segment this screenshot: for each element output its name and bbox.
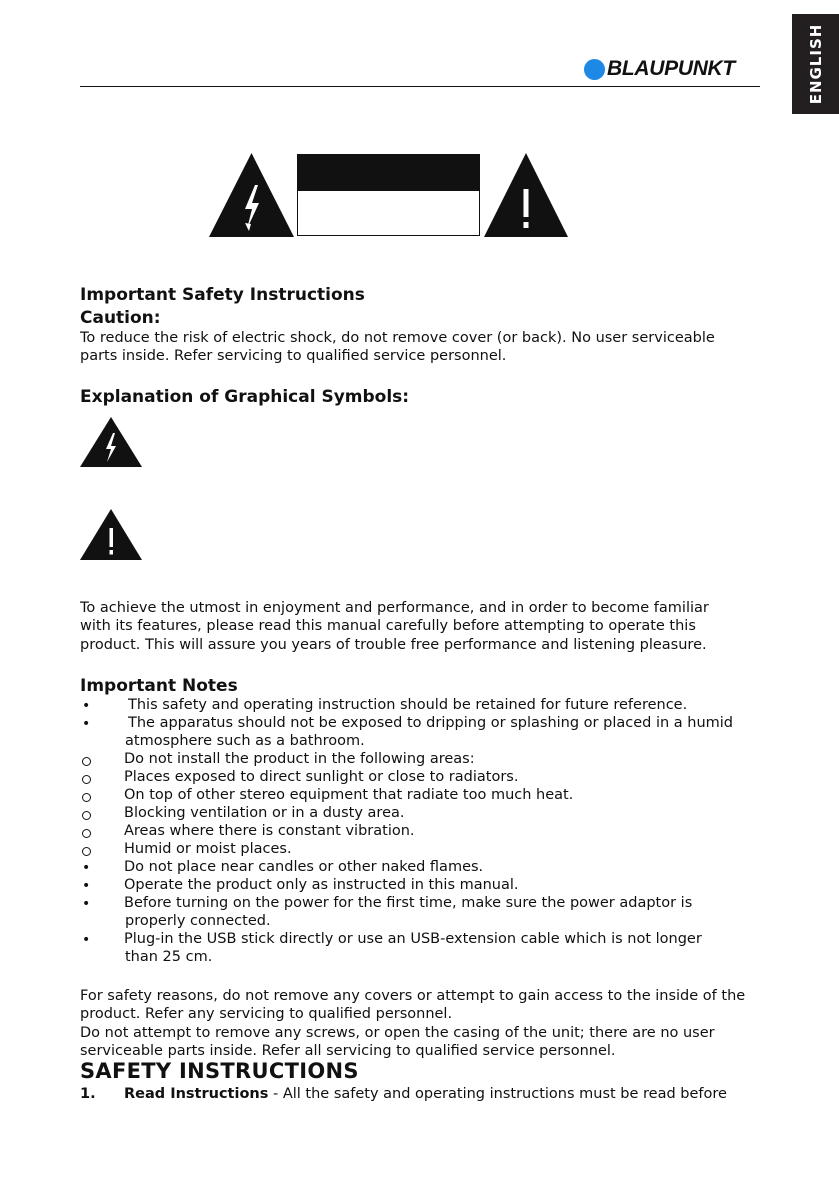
closing-line: Do not attempt to remove any screws, or open the casing of the unit; there are no user (80, 1024, 715, 1041)
language-tab (792, 14, 839, 114)
note-item: This safety and operating instruction should be retained for future reference. (128, 697, 688, 713)
closing-line: For safety reasons, do not remove any covers or attempt to gain access to the inside of the (80, 988, 746, 1004)
intro-paragraph (80, 599, 709, 654)
language-tab-label: ENGLISH (806, 23, 825, 105)
closing-line: product. Refer any servicing to qualified personnel. (80, 1006, 453, 1023)
note-item: Operate the product only as instructed in this manual. (124, 877, 519, 893)
brand-name: BLAUPUNKT (607, 57, 735, 80)
warning-banner-header (298, 155, 479, 191)
note-item: Blocking ventilation or in a dusty area. (124, 805, 405, 821)
safety-item-label: Read Instructions (124, 1086, 269, 1102)
safety-instructions-title: SAFETY INSTRUCTIONS (80, 1059, 359, 1083)
bullet-marker: • (82, 860, 91, 876)
note-item: Plug-in the USB stick directly or use an USB-extension cable which is not longer (124, 931, 702, 947)
note-item: The apparatus should not be exposed to dripping or splashing or placed in a humid (128, 715, 734, 731)
note-item: Do not install the product in the following areas: (124, 751, 475, 767)
lightning-symbol-icon (80, 417, 142, 467)
important-notes-title: Important Notes (80, 676, 238, 696)
circle-marker (82, 793, 91, 802)
header-divider (80, 86, 760, 87)
graphical-symbols-title: Explanation of Graphical Symbols: (80, 387, 410, 407)
note-item: Areas where there is constant vibration. (124, 823, 415, 839)
exclamation-warning-icon (484, 153, 568, 237)
closing-paragraph (80, 987, 745, 1060)
safety-item-number: 1. (80, 1086, 96, 1102)
safety-item-text: - All the safety and operating instructions must be read before (268, 1086, 727, 1102)
caution-text (80, 329, 715, 366)
circle-marker (82, 847, 91, 856)
note-item: Humid or moist places. (124, 841, 292, 857)
caution-line: parts inside. Refer servicing to qualified service personnel. (80, 348, 507, 365)
bullet-marker: • (82, 716, 91, 732)
safety-title: Important Safety Instructions (80, 285, 365, 305)
lightning-warning-icon (209, 153, 294, 237)
circle-marker (82, 829, 91, 838)
bullet-marker: • (82, 698, 91, 714)
bullet-marker: • (82, 896, 91, 912)
circle-marker (82, 757, 91, 766)
note-item: Places exposed to direct sunlight or close to radiators. (124, 769, 519, 785)
intro-line: To achieve the utmost in enjoyment and performance, and in order to become familiar (80, 600, 709, 616)
note-item-continued: than 25 cm. (125, 949, 213, 965)
note-item: Do not place near candles or other naked flames. (124, 859, 484, 875)
note-item: Before turning on the power for the first time, make sure the power adaptor is (124, 895, 693, 911)
note-item: On top of other stereo equipment that radiate too much heat. (124, 787, 574, 803)
caution-line: To reduce the risk of electric shock, do not remove cover (or back). No user serviceable (80, 330, 715, 346)
circle-marker (82, 775, 91, 784)
caution-label: Caution: (80, 308, 161, 328)
note-item-continued: properly connected. (125, 913, 271, 929)
bullet-marker: • (82, 932, 91, 948)
closing-line: serviceable parts inside. Refer all servicing to qualified service personnel. (80, 1042, 616, 1059)
intro-line: product. This will assure you years of trouble free performance and listening pleasure. (80, 636, 707, 653)
bullet-marker: • (82, 878, 91, 894)
warning-banner (297, 154, 480, 236)
exclamation-symbol-icon (80, 509, 142, 560)
intro-line: with its features, please read this manual carefully before attempting to operate this (80, 618, 696, 635)
note-item-continued: atmosphere such as a bathroom. (125, 733, 365, 749)
brand-dot-icon (584, 59, 605, 80)
circle-marker (82, 811, 91, 820)
safety-item-1 (80, 1086, 727, 1102)
